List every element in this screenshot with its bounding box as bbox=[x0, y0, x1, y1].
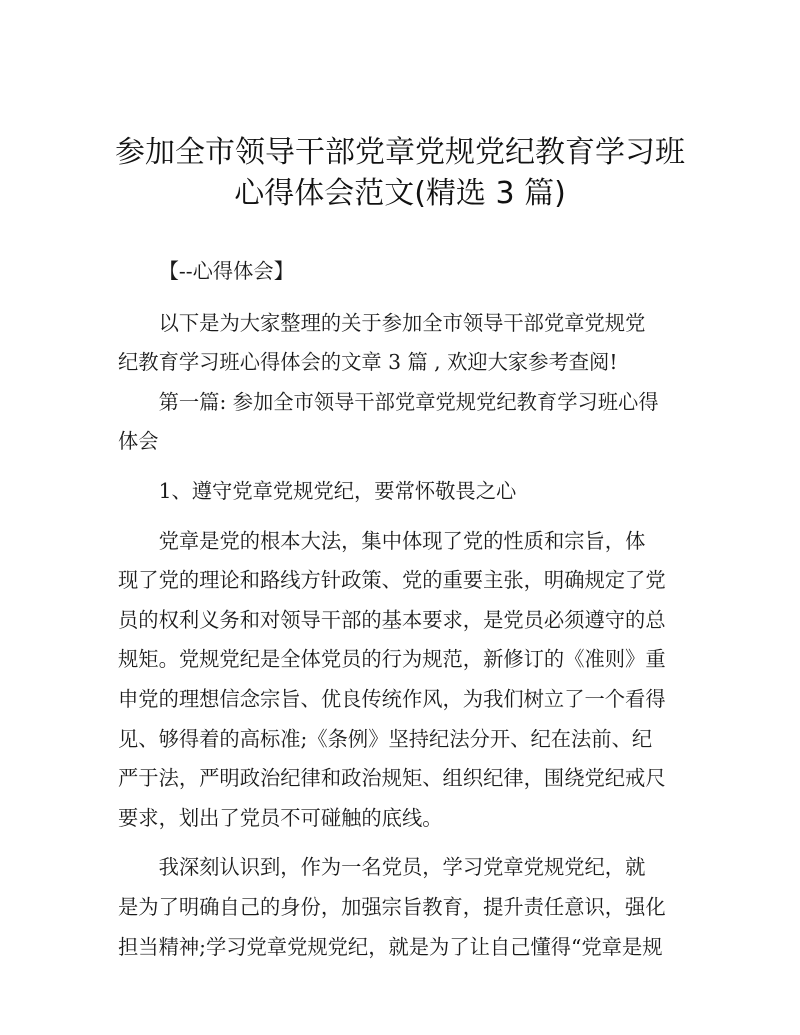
paragraph-1-line: 党章是党的根本大法，集中体现了党的性质和宗旨，体 bbox=[158, 528, 646, 553]
paragraph-2-line: 是为了明确自己的身份，加强宗旨教育，提升责任意识，强化 bbox=[118, 894, 666, 919]
chapter-1-line-2: 体会 bbox=[118, 429, 159, 454]
paragraph-1-line: 现了党的理论和路线方针政策、党的重要主张，明确规定了党 bbox=[118, 568, 666, 593]
title-line-2: 心得体会范文(精选 3 篇) bbox=[234, 176, 566, 211]
intro-line-1: 以下是为大家整理的关于参加全市领导干部党章党规党 bbox=[158, 310, 646, 335]
paragraph-1-line: 见、够得着的高标准;《条例》坚持纪法分开、纪在法前、纪 bbox=[118, 726, 653, 751]
paragraph-2-line: 我深刻认识到，作为一名党员，学习党章党规党纪，就 bbox=[158, 855, 646, 880]
paragraph-1-line: 规矩。党规党纪是全体党员的行为规范，新修订的《准则》重 bbox=[118, 647, 666, 672]
section-1-heading-text: 1、遵守党章党规党纪，要常怀敬畏之心 bbox=[158, 478, 517, 503]
category-tag-text: 【--心得体会】 bbox=[158, 259, 294, 283]
section-1-heading bbox=[118, 472, 684, 512]
paragraph-2-line: 担当精神;学习党章党规党纪，就是为了让自己懂得“党章是规 bbox=[118, 934, 663, 959]
intro-paragraph bbox=[118, 304, 684, 383]
category-tag bbox=[118, 252, 684, 292]
paragraph-1-line: 严于法，严明政治纪律和政治规矩、组织纪律，围绕党纪戒尺 bbox=[118, 766, 666, 791]
paragraph-1-line: 员的权利义务和对领导干部的基本要求，是党员必须遵守的总 bbox=[118, 607, 666, 632]
intro-line-2: 纪教育学习班心得体会的文章 3 篇 , 欢迎大家参考查阅! bbox=[118, 350, 618, 375]
document-title bbox=[100, 132, 700, 214]
chapter-1-line-1: 第一篇: 参加全市领导干部党章党规党纪教育学习班心得 bbox=[158, 389, 659, 414]
paragraph-1-line: 申党的理想信念宗旨、优良传统作风，为我们树立了一个看得 bbox=[118, 686, 666, 711]
body-paragraph-2 bbox=[118, 848, 684, 967]
body-paragraph-1 bbox=[118, 522, 684, 839]
document-body bbox=[118, 252, 684, 967]
chapter-1-heading bbox=[118, 383, 684, 462]
title-line-1: 参加全市领导干部党章党规党纪教育学习班 bbox=[115, 135, 685, 170]
paragraph-1-line: 要求，划出了党员不可碰触的底线。 bbox=[118, 805, 443, 830]
